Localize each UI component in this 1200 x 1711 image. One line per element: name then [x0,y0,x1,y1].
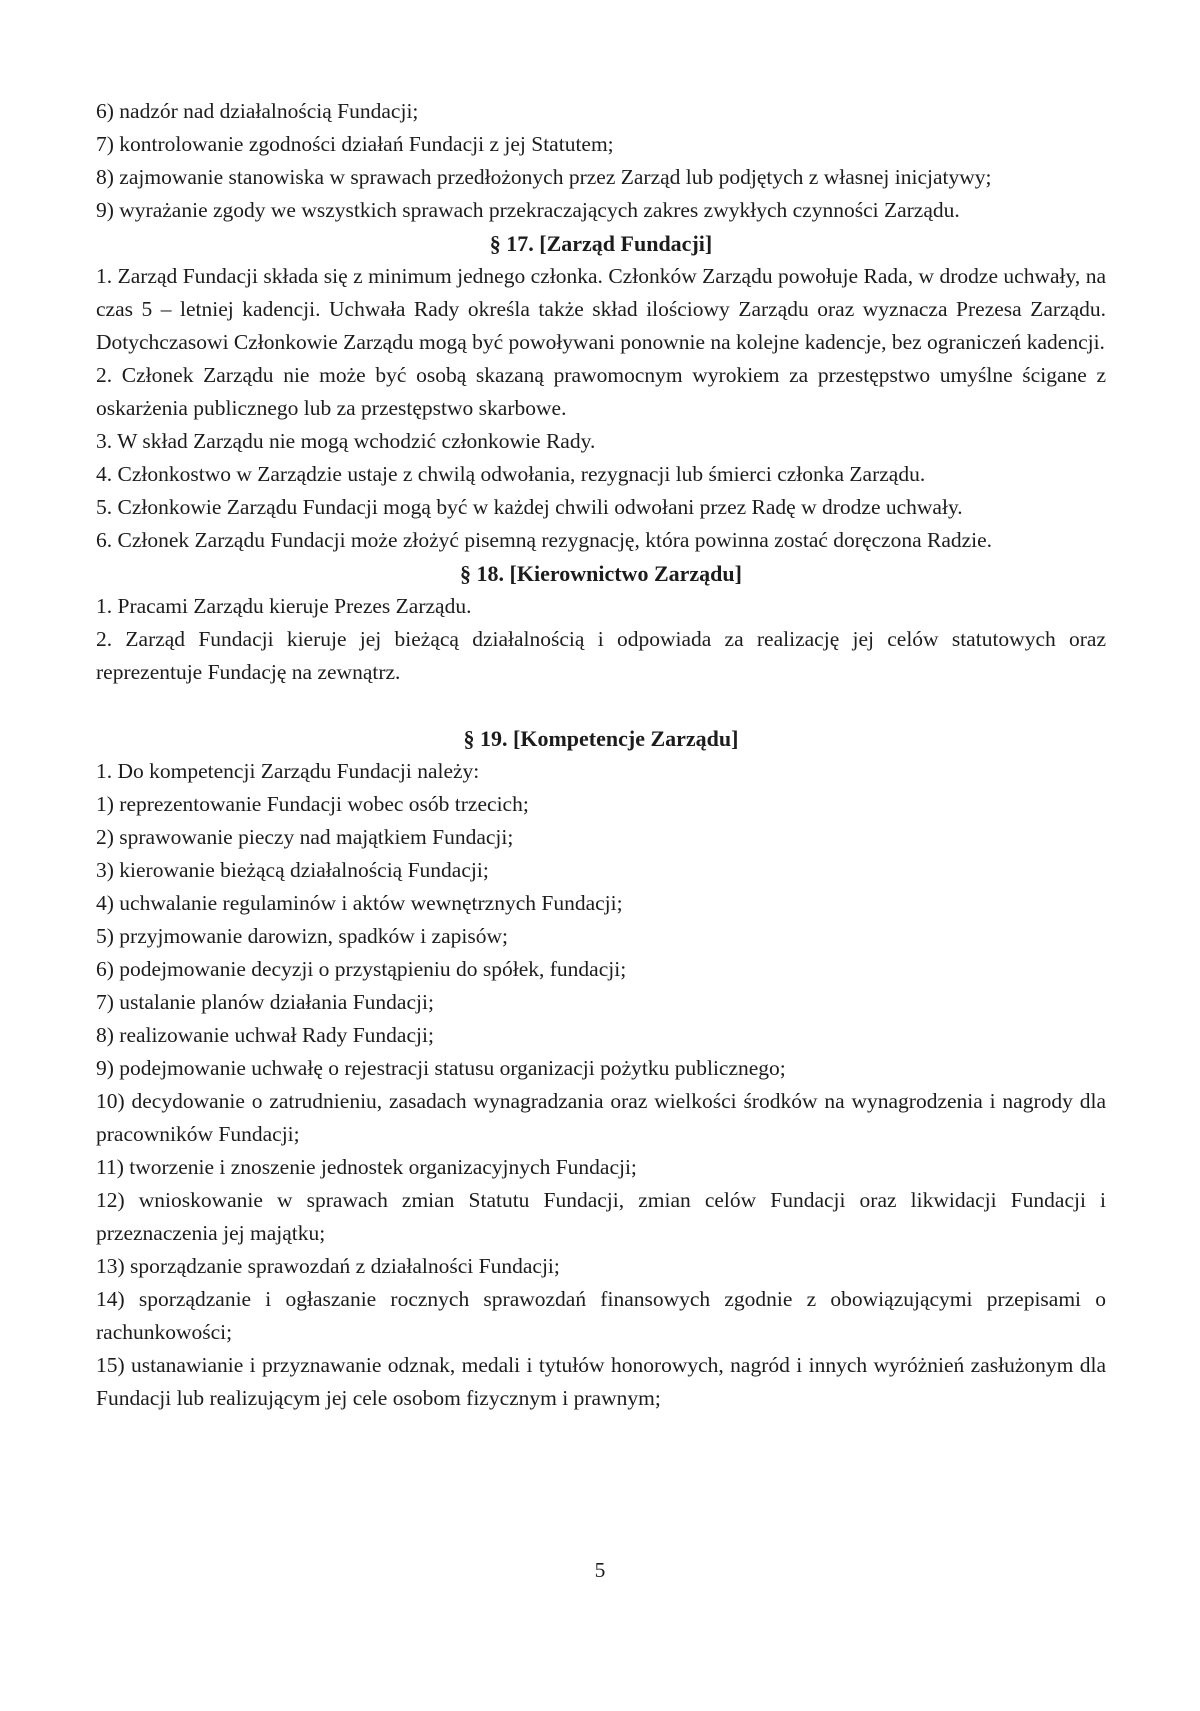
section-heading-19: § 19. [Kompetencje Zarządu] [463,726,739,751]
paragraph: 2. Członek Zarządu nie może być osobą skazaną prawomocnym wyrokiem za przestępstwo umyślne ścigane z oskarżenia publicznego lub za przestępstwo skarbowe. [96,363,1106,420]
list-item: 6) nadzór nad działalnością Fundacji; [96,99,419,123]
paragraph: 2. Zarząd Fundacji kieruje jej bieżącą działalnością i odpowiada za realizację jej celów statutowych oraz reprezentuje Fundację na zewnątrz. [96,627,1106,684]
list-item: 15) ustanawianie i przyznawanie odznak, medali i tytułów honorowych, nagród i innych wyróżnień zasłużonym dla Fundacji lub realizującym jej cele osobom fizycznym i prawnym; [96,1353,1106,1410]
spacer [96,689,1106,722]
paragraph: 5. Członkowie Zarządu Fundacji mogą być w każdej chwili odwołani przez Radę w drodze uchwały. [96,495,963,519]
list-item: 10) decydowanie o zatrudnieniu, zasadach wynagradzania oraz wielkości środków na wynagrodzenia i nagrody dla pracowników Fundacji; [96,1089,1106,1146]
list-item: 14) sporządzanie i ogłaszanie rocznych sprawozdań finansowych zgodnie z obowiązującymi przepisami o rachunkowości; [96,1287,1106,1344]
list-item: 8) zajmowanie stanowiska w sprawach przedłożonych przez Zarząd lub podjętych z własnej inicjatywy; [96,165,992,189]
paragraph: 1. Pracami Zarządu kieruje Prezes Zarządu. [96,594,472,618]
paragraph: 1. Do kompetencji Zarządu Fundacji należy: [96,759,480,783]
list-item: 4) uchwalanie regulaminów i aktów wewnętrznych Fundacji; [96,891,623,915]
section-heading-18: § 18. [Kierownictwo Zarządu] [460,561,742,586]
paragraph: 1. Zarząd Fundacji składa się z minimum jednego członka. Członków Zarządu powołuje Rada, w drodze uchwały, na czas 5 – letniej kadencji. Uchwała Rady określa także skład ilościowy Zarządu oraz wyznacza Prezesa Zarządu. Dotychczasowi Członkowie Zarządu mogą być powoływani ponownie na kolejne kadencje, bez ograniczeń kadencji. [96,264,1106,354]
list-item: 9) podejmowanie uchwałę o rejestracji statusu organizacji pożytku publicznego; [96,1056,786,1080]
document-page [96,95,1106,1415]
list-item: 6) podejmowanie decyzji o przystąpieniu do spółek, fundacji; [96,957,627,981]
list-item: 11) tworzenie i znoszenie jednostek organizacyjnych Fundacji; [96,1155,637,1179]
list-item: 1) reprezentowanie Fundacji wobec osób trzecich; [96,792,529,816]
list-item: 13) sporządzanie sprawozdań z działalności Fundacji; [96,1254,560,1278]
list-item: 7) ustalanie planów działania Fundacji; [96,990,434,1014]
paragraph: 4. Członkostwo w Zarządzie ustaje z chwilą odwołania, rezygnacji lub śmierci członka Zarządu. [96,462,926,486]
list-item: 9) wyrażanie zgody we wszystkich sprawach przekraczających zakres zwykłych czynności Zarządu. [96,198,960,222]
list-item: 8) realizowanie uchwał Rady Fundacji; [96,1023,434,1047]
list-item: 3) kierowanie bieżącą działalnością Fundacji; [96,858,489,882]
list-item: 2) sprawowanie pieczy nad majątkiem Fundacji; [96,825,514,849]
list-item: 12) wnioskowanie w sprawach zmian Statutu Fundacji, zmian celów Fundacji oraz likwidacji Fundacji i przeznaczenia jej majątku; [96,1188,1106,1245]
list-item: 7) kontrolowanie zgodności działań Fundacji z jej Statutem; [96,132,614,156]
list-item: 5) przyjmowanie darowizn, spadków i zapisów; [96,924,508,948]
paragraph: 6. Członek Zarządu Fundacji może złożyć pisemną rezygnację, która powinna zostać doręczona Radzie. [96,528,993,552]
page-number: 5 [594,1558,606,1582]
section-heading-17: § 17. [Zarząd Fundacji] [489,231,713,256]
paragraph: 3. W skład Zarządu nie mogą wchodzić członkowie Rady. [96,429,596,453]
